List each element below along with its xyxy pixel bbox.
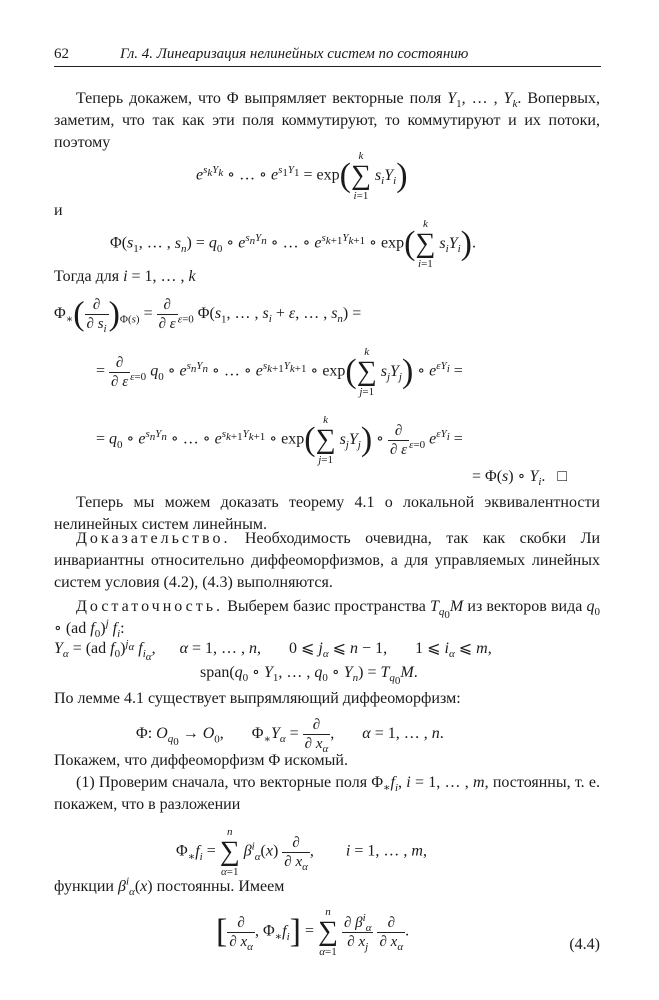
equation-diffeo: Φ: $O_{q_0} \to O_0$, $\Phi_∗Y_\alpha$ = $\frac{\partial}{\partial x_\alpha}$ , α = 1, … , n.: [136, 717, 444, 755]
equation-4-4: [ $\frac{\partial}{\partial x_\alpha}$ , $\Phi_∗f_i$] = n ∑ α=1 $\frac{\partial \beta^i_\alpha}{\partial x_j}$ $\frac{\partial}{\partial x_\alpha}$ .: [216, 906, 410, 958]
paragraph-lemma: По лемме 4.1 существует выпрямляющий диффеоморфизм:: [54, 690, 461, 707]
equation-derivative-2: = $\frac{\partial}{\partial \varepsilon}$ $_{\varepsilon=0}$ $q_0$ ∘ $e^{s_nY_n}$ ∘ … ∘ $e^{s_{k+1}Y_{k+1}}$ ∘ exp( k ∑ j=1 $s_jY_j$) ∘ $e^{\varepsilon Y_i}$ =: [96, 346, 463, 398]
equation-derivative-1: $\Phi_∗$( $\frac{\partial}{\partial s_i}$ )$_{\Phi(s)}$ = $\frac{\partial}{\partial \varepsilon}$ $_{\varepsilon=0}$ $\Phi(s_1$, … , $s_i + \varepsilon$, … , $s_n$) =: [54, 295, 362, 335]
equation-expansion: $\Phi_∗f_i$ = n ∑ α=1 $\beta^i_\alpha(x)$ $\frac{\partial}{\partial x_\alpha}$ , i = 1, … , m,: [176, 826, 427, 878]
then-line: Тогда для i = 1, … , k: [54, 268, 196, 285]
paragraph-show: Покажем, что диффеоморфизм Φ искомый.: [54, 752, 348, 769]
equation-span: $span(q_0$ ∘ $Y_1$, … , $q_0$ ∘ $Y_n) = T_{q_0}M$.: [200, 664, 418, 688]
proof-text: Необходимость очевидна, так как скобки Ли инвариантны относительно диффеоморфизмов, а для управляемых линейных систем условия (4.2), (4.3) выполняются.: [54, 530, 600, 591]
sufficiency-word: Достаточность.: [76, 598, 224, 615]
equation-derivative-3: = $q_0$ ∘ $e^{s_nY_n}$ ∘ … ∘ $e^{s_{k+1}Y_{k+1}}$ ∘ exp( k ∑ j=1 $s_jY_j$) ∘ $\frac{\partial}{\partial \varepsilon}$ $_{\varepsilon=0}$ $e^{\varepsilon Y_i}$ =: [96, 414, 463, 466]
running-title: Гл. 4. Линеаризация нелинейных систем по состоянию: [120, 46, 469, 62]
running-header: [54, 44, 601, 67]
paragraph-step1: (1) Проверим сначала, что векторные поля $\Phi_∗f_i$, i = 1, … , m, постоянны, т. е. покажем, что в разложении: [54, 774, 601, 813]
equation-number: (4.4): [569, 936, 600, 953]
qed-symbol: □: [557, 468, 568, 485]
paragraph-1: Теперь докажем, что Φ выпрямляет векторные поля $Y_1$, … , $Y_k$. Вопервых, заметим, что так как эти поля коммутируют, то коммутируют и их потоки, поэтому: [54, 90, 601, 151]
paragraph-theorem: Теперь мы можем доказать теорему 4.1 о локальной эквивалентности нелинейных систем линейным.: [54, 494, 600, 533]
proof-word: Доказательство.: [76, 530, 231, 547]
equation-phi: $\Phi(s_1$, … , $s_n) = q_0$ ∘ $e^{s_nY_n}$ ∘ … ∘ $e^{s_{k+1}Y_{k+1}}$ ∘ exp( k ∑ i=1 $s_iY_i$).: [110, 218, 476, 270]
equation-basis: $Y_\alpha = (ad$ $f_0)^{j_\alpha}$ $f_{i_\alpha}$, α = 1, … , n, 0 ⩽ $j_\alpha$ ⩽ n − 1, 1 ⩽ $i_\alpha$ ⩽ m,: [54, 637, 492, 664]
paragraph-sufficiency: Достаточность. Выберем базис пространства $T_{q_0}M$ из векторов вида $q_0$ ∘ (ad $f_0)^j$ $f_i$:: [54, 598, 601, 641]
and-word: и: [54, 202, 63, 219]
page-number: 62: [54, 46, 69, 62]
paragraph-proof: [54, 528, 600, 594]
equation-derivative-4: = Φ(s) ∘ $Y_i$. □: [472, 468, 568, 489]
paragraph-functions: функции $\beta^i_\alpha(x)$ постоянны. Имеем: [54, 875, 285, 899]
equation-flows: $e^{s_kY_k}$ ∘ … ∘ $e^{s_1Y_1} = \exp$( k ∑ i=1 $s_iY_i$): [196, 150, 408, 202]
